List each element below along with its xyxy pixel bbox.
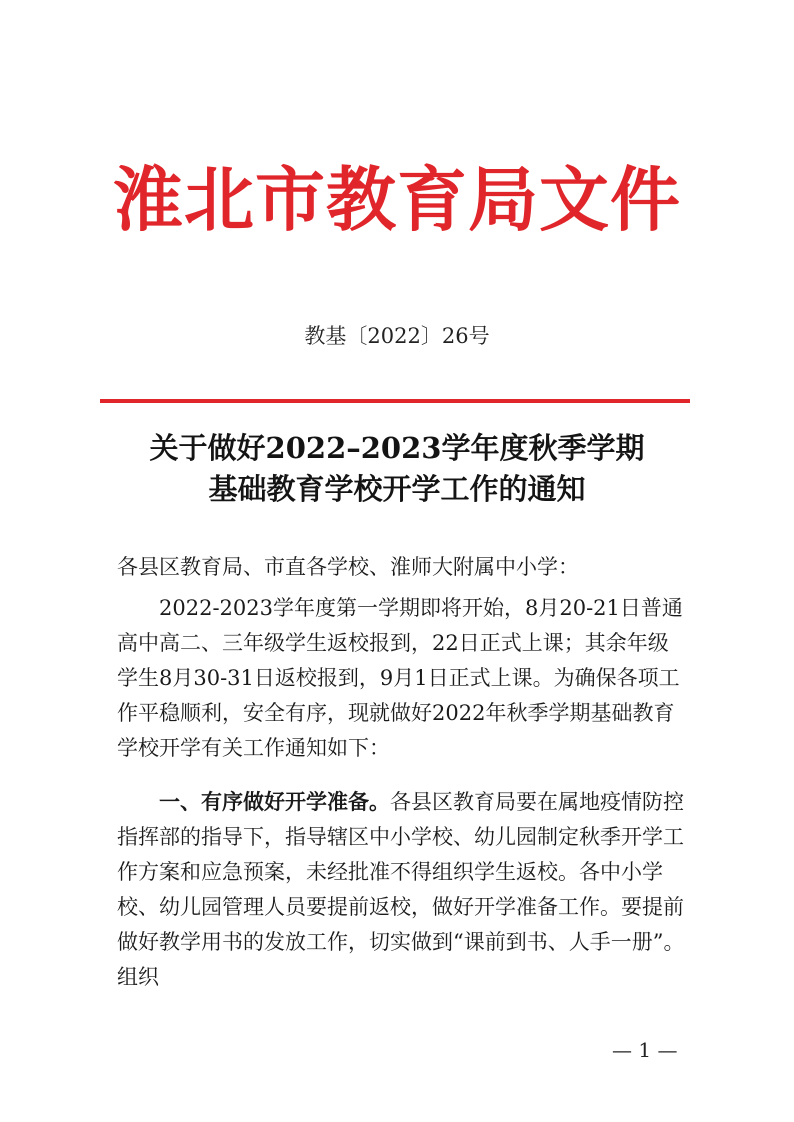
document-header: 淮北市教育局文件 <box>113 159 681 241</box>
document-title-line-1: 关于做好2022–2023学年度秋季学期 <box>149 431 645 465</box>
document-title-line-2: 基础教育学校开学工作的通知 <box>208 472 586 506</box>
red-divider-line <box>100 399 690 403</box>
addressee: 各县区教育局、市直各学校、淮师大附属中小学： <box>117 555 579 579</box>
body-paragraph-section-1 <box>117 785 687 995</box>
page-number: — 1 — <box>612 1038 678 1062</box>
section-1-body: 各县区教育局要在属地疫情防控指挥部的指导下，指导辖区中小学校、幼儿园制定秋季开学工作方案和应急预案，未经批准不得组织学生返校。各中小学校、幼儿园管理人员要提前返校，做好开学准备工作。要提前做好教学用书的发放工作，切实做到“课前到书、人手一册”。组织 <box>117 790 685 989</box>
body-paragraph-intro: 2022-2023学年度第一学期即将开始，8月20-21日普通高中高二、三年级学生返校报到，22日正式上课；其余年级学生8月30-31日返校报到，9月1日正式上课。为确保各项工作平稳顺利，安全有序，现就做好2022年秋季学期基础教育学校开学有关工作通知如下： <box>117 596 683 760</box>
section-1-heading: 一、有序做好开学准备。 <box>159 790 390 814</box>
document-number: 教基〔2022〕26号 <box>304 324 490 348</box>
